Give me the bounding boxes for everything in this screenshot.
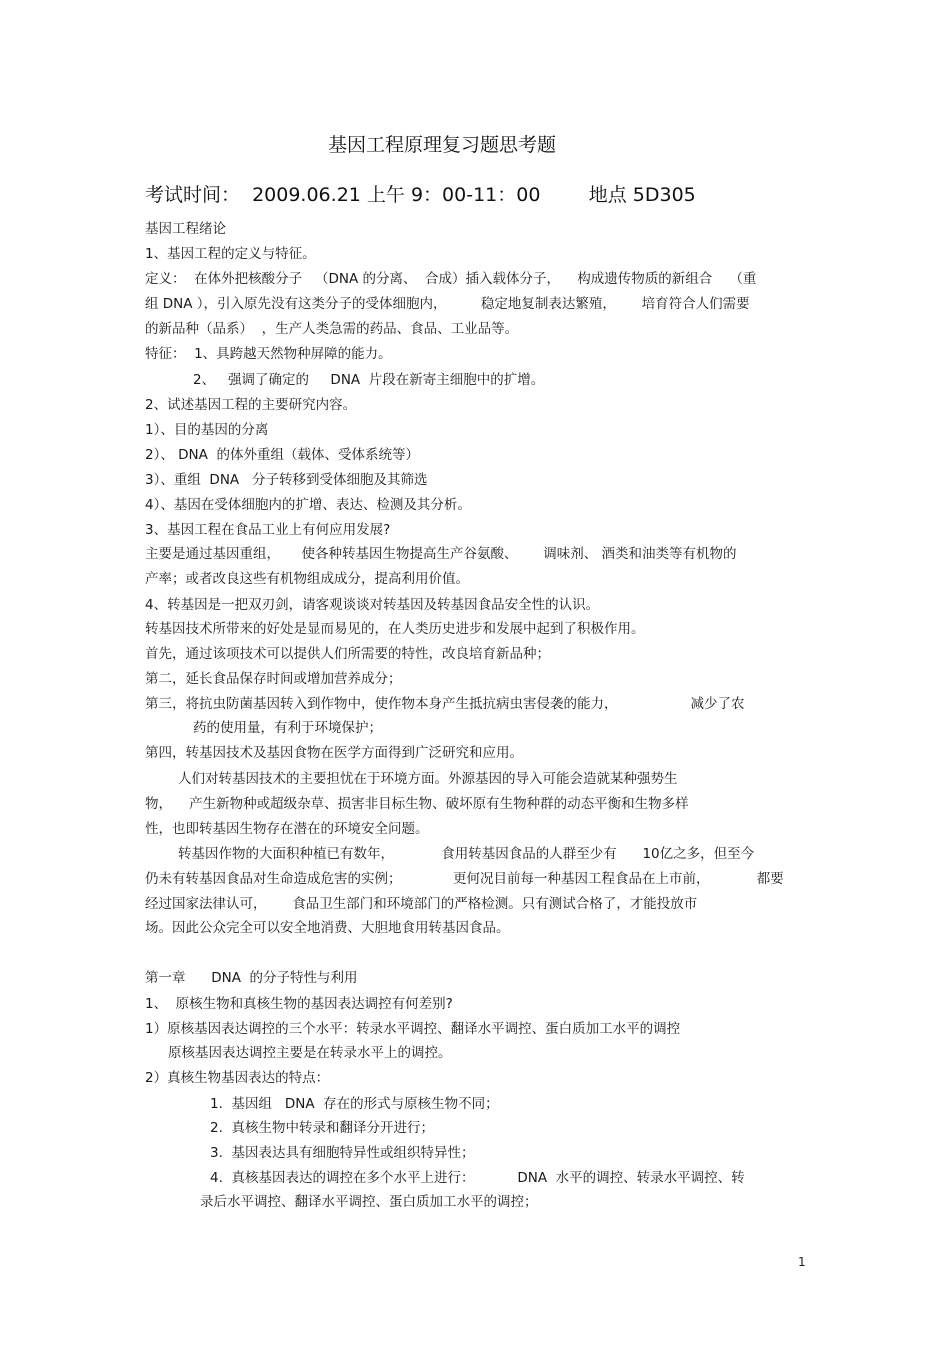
text-line: 原核基因表达调控主要是在转录水平上的调控。	[168, 1045, 452, 1061]
text-line: 1）原核基因表达调控的三个水平：转录水平调控、翻译水平调控、蛋白质加工水平的调控	[145, 1021, 681, 1037]
text-line: 产率；或者改良这些有机物组成成分，提高利用价值。	[145, 571, 469, 587]
text-line: 基因工程绪论	[145, 221, 226, 237]
text-line: 录后水平调控、翻译水平调控、蛋白质加工水平的调控；	[200, 1194, 538, 1210]
text-line: 4）、基因在受体细胞内的扩增、表达、检测及其分析。	[145, 497, 471, 513]
text-line: 3. 基因表达具有细胞特异性或组织特异性；	[210, 1145, 475, 1161]
text-line: 2、 强调了确定的 DNA 片段在新寄主细胞中的扩增。	[193, 372, 545, 388]
text-line: 1、基因工程的定义与特征。	[145, 246, 316, 262]
text-line: 2）、 DNA 的体外重组（载体、受体系统等）	[145, 447, 419, 463]
text-line: 3、基因工程在食品工业上有何应用发展?	[145, 522, 391, 538]
text-line: 场。因此公众完全可以安全地消费、大胆地食用转基因食品。	[145, 920, 510, 936]
exam-info: 考试时间： 2009.06.21 上午 9：00-11：00 地点 5D305	[145, 184, 696, 206]
text-line: 3）、重组 DNA 分子转移到受体细胞及其筛选	[145, 472, 428, 488]
text-line: 性，也即转基因生物存在潜在的环境安全问题。	[145, 821, 429, 837]
text-line: 首先，通过该项技术可以提供人们所需要的特性，改良培育新品种；	[145, 646, 550, 662]
text-line: 第四，转基因技术及基因食物在医学方面得到广泛研究和应用。	[145, 745, 523, 761]
text-line: 2、试述基因工程的主要研究内容。	[145, 397, 357, 413]
text-line: 转基因作物的大面积种植已有数年， 食用转基因食品的人群至少有 10亿之多，但至今	[178, 846, 755, 862]
text-line: 特征： 1、具跨越天然物种屏障的能力。	[145, 346, 392, 362]
text-line: 第一章 DNA 的分子特性与利用	[145, 970, 358, 986]
text-line: 1、 原核生物和真核生物的基因表达调控有何差别?	[145, 996, 453, 1012]
text-line: 2）真核生物基因表达的特点：	[145, 1070, 330, 1086]
text-line: 主要是通过基因重组， 使各种转基因生物提高生产谷氨酸、 调味剂、 酒类和油类等有机物的	[145, 546, 737, 562]
text-line: 的新品种（品系） ，生产人类急需的药品、食品、工业品等。	[145, 321, 519, 337]
text-line: 药的使用量，有利于环境保护；	[193, 720, 382, 736]
text-line: 仍未有转基因食品对生命造成危害的实例； 更何况目前每一种基因工程食品在上市前， 都要	[145, 871, 784, 887]
text-line: 定义： 在体外把核酸分子 （DNA 的分离、 合成）插入载体分子， 构成遗传物质的新组合 （重	[145, 271, 757, 287]
text-line: 转基因技术所带来的好处是显而易见的，在人类历史进步和发展中起到了积极作用。	[145, 621, 645, 637]
text-line: 第三，将抗虫防菌基因转入到作物中，使作物本身产生抵抗病虫害侵袭的能力， 减少了农	[145, 696, 745, 712]
text-line: 组 DNA ），引入原先没有这类分子的受体细胞内， 稳定地复制表达繁殖， 培育符合人们需要	[145, 296, 750, 312]
document-title: 基因工程原理复习题思考题	[327, 134, 556, 156]
text-line: 4、转基因是一把双刃剑，请客观谈谈对转基因及转基因食品安全性的认识。	[145, 597, 600, 613]
text-line: 物， 产生新物种或超级杂草、损害非目标生物、破坏原有生物种群的动态平衡和生物多样	[145, 796, 689, 812]
page-number: 1	[798, 1255, 806, 1269]
text-line: 1）、目的基因的分离	[145, 422, 269, 438]
text-line: 人们对转基因技术的主要担忧在于环境方面。外源基因的导入可能会造就某种强势生	[178, 771, 678, 787]
text-line: 第二，延长食品保存时间或增加营养成分；	[145, 671, 402, 687]
text-line: 2. 真核生物中转录和翻译分开进行；	[210, 1120, 434, 1136]
text-line: 1. 基因组 DNA 存在的形式与原核生物不同；	[210, 1096, 499, 1112]
text-line: 4. 真核基因表达的调控在多个水平上进行： DNA 水平的调控、转录水平调控、转	[210, 1170, 745, 1186]
text-line: 经过国家法律认可， 食品卫生部门和环境部门的严格检测。只有测试合格了，才能投放市	[145, 896, 698, 912]
